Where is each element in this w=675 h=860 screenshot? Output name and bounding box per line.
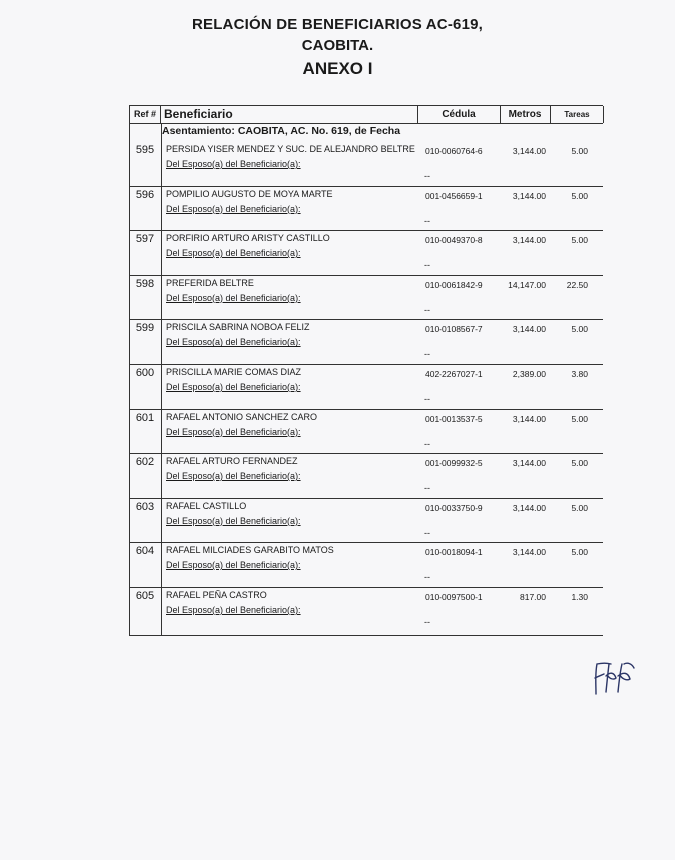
row-metros: 817.00 [520, 591, 546, 602]
row-cedula: 010-0018094-1 [425, 547, 483, 558]
row-beneficiary-name: PRISCILLA MARIE COMAS DIAZ [166, 366, 302, 377]
table-row [130, 231, 603, 276]
row-metros: 14,147.00 [508, 279, 546, 290]
row-tareas: 22.50 [566, 279, 588, 290]
table-row [130, 588, 603, 633]
table-row [130, 320, 603, 365]
row-spouse-label: Del Esposo(a) del Beneficiario(a): [166, 337, 301, 348]
row-beneficiary-name: RAFAEL PEÑA CASTRO [166, 589, 267, 600]
title-line-2: CAOBITA. [301, 37, 374, 54]
row-spouse-label: Del Esposo(a) del Beneficiario(a): [166, 381, 301, 392]
table-row [130, 454, 603, 499]
row-spouse-label: Del Esposo(a) del Beneficiario(a): [166, 248, 301, 259]
row-tareas: 5.00 [571, 547, 588, 558]
row-spouse-cedula: -- [424, 393, 430, 404]
row-spouse-label: Del Esposo(a) del Beneficiario(a): [166, 515, 301, 526]
column-header-ref: Ref # [130, 106, 161, 123]
row-metros: 3,144.00 [512, 547, 546, 558]
row-ref-number: 595 [135, 144, 155, 156]
row-metros: 3,144.00 [512, 235, 546, 246]
row-tareas: 3.80 [571, 368, 588, 379]
row-spouse-cedula: -- [424, 527, 430, 538]
table-row [130, 187, 603, 232]
row-ref-number: 598 [135, 277, 155, 290]
table-body [130, 142, 603, 633]
table-row [130, 499, 603, 544]
row-cedula: 001-0013537-5 [425, 413, 483, 424]
column-header-metros: Metros [500, 106, 551, 123]
row-tareas: 5.00 [571, 413, 588, 424]
row-spouse-label: Del Esposo(a) del Beneficiario(a): [166, 560, 301, 571]
row-tareas: 5.00 [571, 458, 588, 469]
row-spouse-cedula: -- [424, 171, 430, 181]
row-ref-number: 596 [135, 188, 155, 201]
row-cedula: 010-0033750-9 [425, 502, 483, 513]
row-ref-number: 597 [135, 233, 155, 246]
row-beneficiary-name: PORFIRIO ARTURO ARISTY CASTILLO [166, 233, 330, 244]
table-row [130, 276, 603, 321]
row-spouse-label: Del Esposo(a) del Beneficiario(a): [166, 426, 301, 437]
row-spouse-cedula: -- [424, 616, 430, 627]
table-header [130, 105, 603, 124]
row-metros: 3,144.00 [512, 146, 546, 156]
row-tareas: 1.30 [571, 591, 588, 602]
row-ref-number: 604 [135, 545, 155, 558]
row-spouse-cedula: -- [424, 572, 430, 583]
row-cedula: 010-0097500-1 [425, 591, 483, 602]
row-spouse-cedula: -- [424, 215, 430, 226]
row-spouse-label: Del Esposo(a) del Beneficiario(a): [166, 292, 301, 303]
row-metros: 3,144.00 [512, 190, 546, 201]
beneficiaries-table [129, 105, 603, 636]
row-spouse-label: Del Esposo(a) del Beneficiario(a): [166, 471, 301, 482]
row-ref-number: 605 [135, 589, 155, 602]
row-cedula: 010-0060764-6 [425, 146, 483, 156]
title-line-1: RELACIÓN DE BENEFICIARIOS AC-619, [191, 16, 484, 33]
row-ref-number: 599 [135, 322, 155, 335]
row-tareas: 5.00 [571, 190, 588, 201]
row-metros: 3,144.00 [512, 502, 546, 513]
title-annex: ANEXO I [302, 59, 373, 78]
row-ref-number: 602 [135, 456, 155, 469]
row-spouse-cedula: -- [424, 349, 430, 360]
row-ref-number: 601 [135, 411, 155, 424]
row-beneficiary-name: RAFAEL MILCIADES GARABITO MATOS [166, 545, 334, 556]
row-beneficiary-name: RAFAEL CASTILLO [166, 500, 247, 511]
asentamiento-heading: Asentamiento: CAOBITA, AC. No. 619, de Fecha [162, 125, 401, 137]
row-spouse-label: Del Esposo(a) del Beneficiario(a): [166, 604, 301, 615]
row-spouse-cedula: -- [424, 483, 430, 494]
row-spouse-cedula: -- [424, 304, 430, 315]
row-metros: 3,144.00 [512, 324, 546, 335]
row-ref-number: 600 [135, 366, 155, 379]
row-beneficiary-name: POMPILIO AUGUSTO DE MOYA MARTE [166, 188, 333, 199]
row-cedula: 001-0456659-1 [425, 190, 483, 201]
table-row [130, 142, 603, 187]
column-header-tareas: Tareas [551, 106, 604, 123]
row-tareas: 5.00 [571, 502, 588, 513]
row-metros: 2,389.00 [512, 368, 546, 379]
row-beneficiary-name: PREFERIDA BELTRE [166, 277, 254, 288]
row-tareas: 5.00 [571, 235, 588, 246]
column-header-beneficiario: Beneficiario [164, 107, 233, 121]
row-beneficiary-name: PERSIDA YISER MENDEZ Y SUC. DE ALEJANDRO BELTRE [166, 144, 415, 154]
row-beneficiary-name: RAFAEL ARTURO FERNANDEZ [166, 456, 298, 467]
row-cedula: 402-2267027-1 [425, 368, 483, 379]
row-tareas: 5.00 [571, 324, 588, 335]
row-cedula: 010-0108567-7 [425, 324, 483, 335]
column-header-cedula: Cédula [417, 106, 501, 123]
row-spouse-cedula: -- [424, 438, 430, 449]
row-spouse-label: Del Esposo(a) del Beneficiario(a): [166, 159, 301, 169]
row-metros: 3,144.00 [512, 458, 546, 469]
table-row [130, 410, 603, 455]
row-spouse-cedula: -- [424, 260, 430, 271]
row-spouse-label: Del Esposo(a) del Beneficiario(a): [166, 203, 301, 214]
table-row [130, 365, 603, 410]
row-tareas: 5.00 [571, 146, 588, 156]
row-cedula: 010-0049370-8 [425, 235, 483, 246]
row-metros: 3,144.00 [512, 413, 546, 424]
handwritten-signature [590, 658, 638, 698]
table-row [130, 543, 603, 588]
row-beneficiary-name: PRISCILA SABRINA NOBOA FELIZ [166, 322, 310, 333]
row-beneficiary-name: RAFAEL ANTONIO SANCHEZ CARO [166, 411, 318, 422]
row-ref-number: 603 [135, 500, 155, 513]
row-cedula: 001-0099932-5 [425, 458, 483, 469]
row-cedula: 010-0061842-9 [425, 279, 483, 290]
